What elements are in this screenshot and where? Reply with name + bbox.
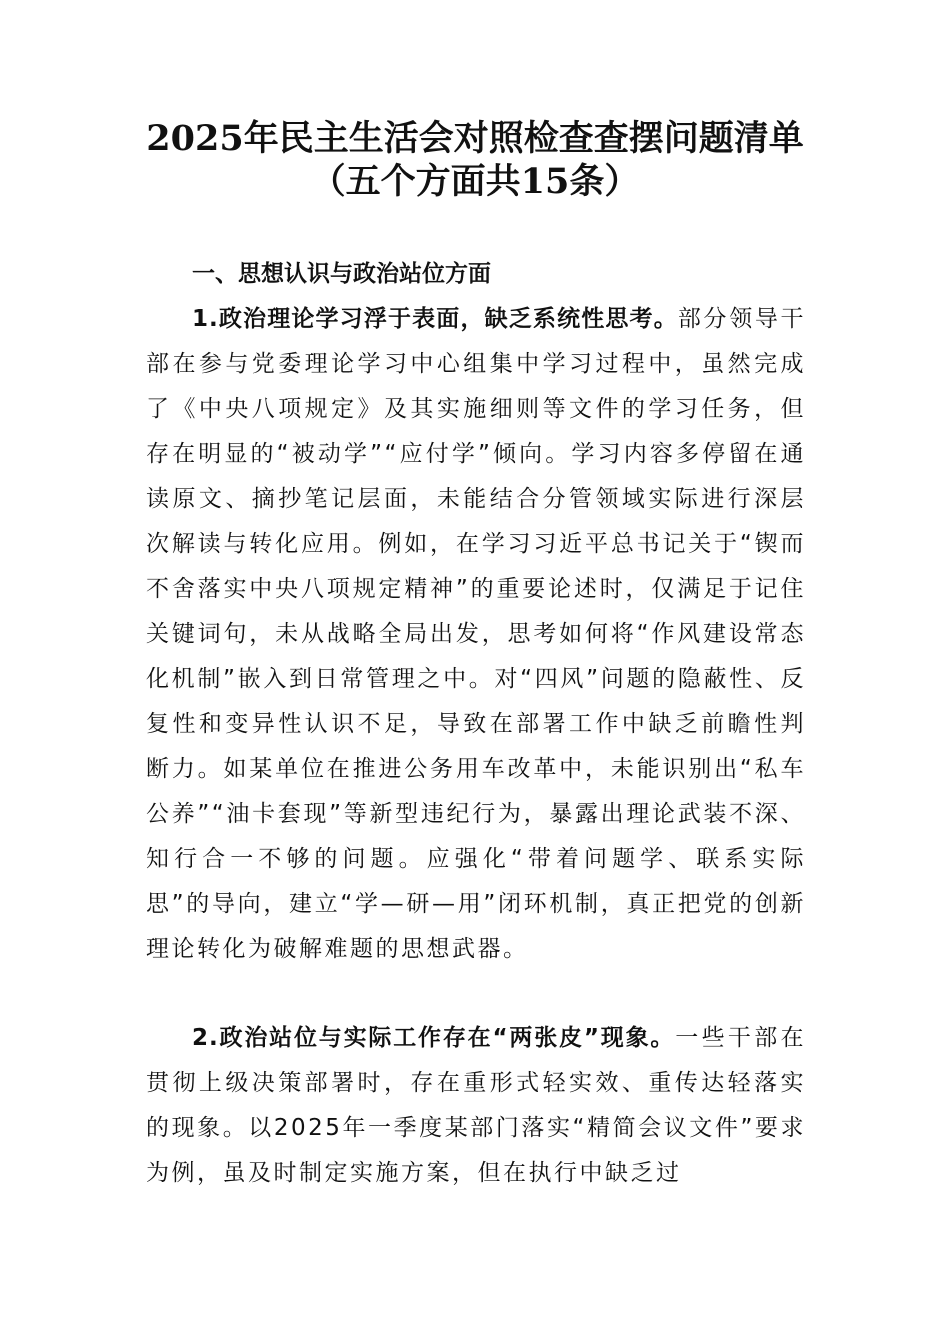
item-2-lead: 2.政治站位与实际工作存在“两张皮”现象。: [192, 1025, 676, 1051]
paragraph-item-2: [146, 1016, 806, 1196]
section-heading: 一、思想认识与政治站位方面: [192, 261, 491, 287]
document-title: 2025年民主生活会对照检查查摆问题清单: [146, 118, 804, 159]
paragraph-item-1: [146, 297, 806, 972]
item-1-lead: 1.政治理论学习浮于表面，缺乏系统性思考。: [192, 306, 678, 332]
item-1-body: 部分领导干部在参与党委理论学习中心组集中学习过程中，虽然完成了《中央八项规定》及其实施细则等文件的学习任务，但存在明显的“被动学”“应付学”倾向。学习内容多停留在通读原文、摘抄笔记层面，未能结合分管领域实际进行深层次解读与转化应用。例如，在学习习近平总书记关于“锲而不舍落实中央八项规定精神”的重要论述时，仅满足于记住关键词句，未从战略全局出发，思考如何将“作风建设常态化机制”嵌入到日常管理之中。对“四风”问题的隐蔽性、反复性和变异性认识不足，导致在部署工作中缺乏前瞻性判断力。如某单位在推进公务用车改革中，未能识别出“私车公养”“油卡套现”等新型违纪行为，暴露出理论武装不深、知行合一不够的问题。应强化“带着问题学、联系实际思”的导向，建立“学—研—用”闭环机制，真正把党的创新理论转化为破解难题的思想武器。: [146, 306, 806, 962]
document-subtitle: （五个方面共15条）: [310, 161, 640, 202]
item-2-body: 一些干部在贯彻上级决策部署时，存在重形式轻实效、重传达轻落实的现象。以2025年一季度某部门落实“精简会议文件”要求为例，虽及时制定实施方案，但在执行中缺乏过: [146, 1025, 807, 1186]
